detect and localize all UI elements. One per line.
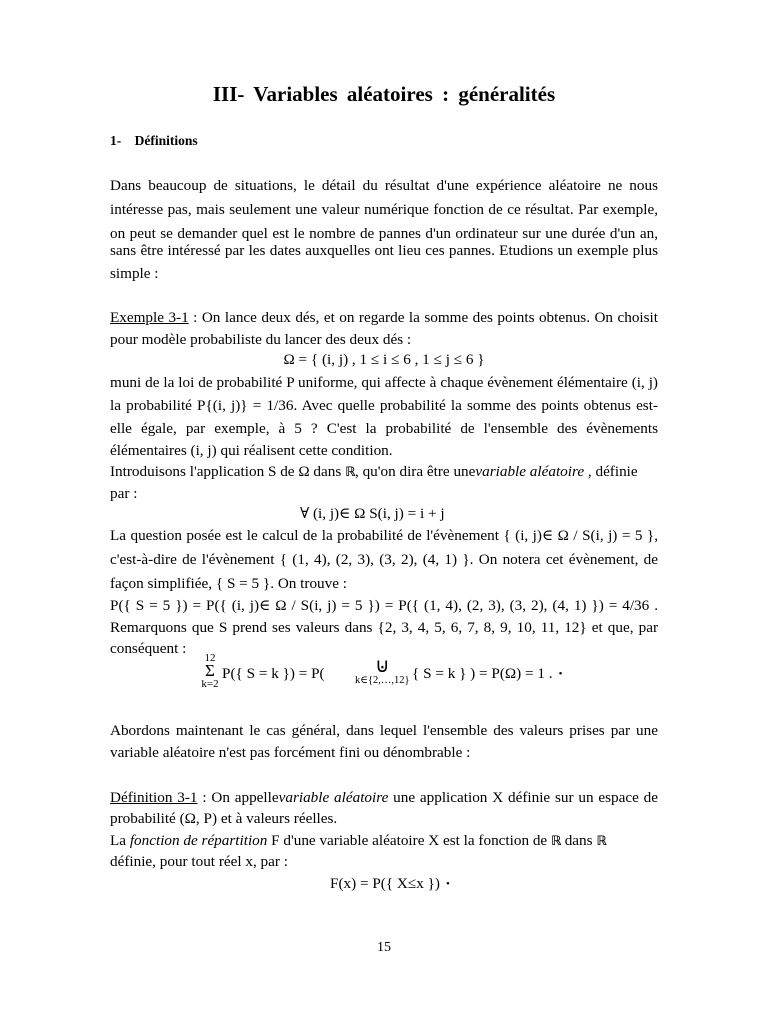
example-text-line-1: muni de la loi de probabilité P uniforme, qui affecte à chaque évènement élémentaire (i, j): [110, 374, 658, 391]
distribution-function-italic: fonction de répartition: [129, 832, 268, 849]
cdf-formula: [330, 873, 530, 895]
definition-line-2: probabilité (Ω, P) et à valeurs réelles.: [110, 810, 338, 827]
example-text-line-4: élémentaires (i, j) qui réalisent cette condition.: [110, 442, 393, 459]
introduce-s-text-a: Introduisons l'application S de Ω dans: [110, 463, 346, 480]
intro-line-2: intéresse pas, mais seulement une valeur numérique fonction de ce résultat. Par exemple,: [110, 201, 658, 218]
section-label: Définitions: [134, 133, 198, 148]
example-line-2: pour modèle probabiliste du lancer des deux dés :: [110, 331, 412, 348]
cdf-formula-text: F(x) = P({ X≤x }): [330, 875, 440, 892]
remark-line-1: Remarquons que S prend ses valeurs dans {2, 3, 4, 5, 6, 7, 8, 9, 10, 11, 12} et que, par: [110, 619, 658, 636]
intro-line-5: simple :: [110, 265, 159, 282]
general-line-2: variable aléatoire n'est pas forcément fini ou dénombrable :: [110, 744, 471, 761]
sum-term: P({ S = k }) = P(: [222, 665, 325, 682]
par-line: par :: [110, 485, 138, 502]
general-line-1: Abordons maintenant le cas général, dans lequel l'ensemble des valeurs prises par une: [110, 722, 658, 739]
example-text-line-3: elle égale, par exemple, à 5 ? C'est la probabilité de l'ensemble des évènements: [110, 420, 658, 437]
definition-line-3-a: La: [110, 832, 130, 849]
question-line-3: façon simplifiée, { S = 5 }. On trouve :: [110, 575, 347, 592]
question-line-2: c'est-à-dire de l'évènement { (1, 4), (2, 3), (3, 2), (4, 1) }. On notera cet évènement, de: [110, 551, 658, 568]
definition-line-3-c: dans: [560, 832, 597, 849]
example-line-1-text: : On lance deux dés, et on regarde la somme des points obtenus. On choisit: [188, 309, 658, 326]
end-bullet-icon-2: •: [445, 878, 450, 890]
question-line-1: La question posée est le calcul de la probabilité de l'évènement { (i, j)∈ Ω / S(i, j) = 5 },: [110, 527, 658, 544]
omega-formula: Ω = { (i, j) , 1 ≤ i ≤ 6 , 1 ≤ j ≤ 6 }: [283, 351, 485, 368]
definition-text-a: : On appelle: [197, 789, 279, 806]
definition-line-3: [110, 830, 658, 853]
definition-italic: variable aléatoire: [278, 789, 389, 806]
probability-line: P({ S = 5 }) = P({ (i, j)∈ Ω / S(i, j) = 5 }) = P({ (1, 4), (2, 3), (3, 2), (4, 1) }) = 4/36 .: [110, 597, 658, 614]
disjoint-union-icon: ⊍: [374, 653, 390, 677]
sum-result-text: { S = k } ) = P(Ω) = 1 .: [412, 665, 553, 682]
introduce-s-line: [110, 461, 658, 484]
definition-line-4: définie, pour tout réel x, par :: [110, 853, 288, 870]
chapter-title: III- Variables aléatoires : généralités: [212, 82, 556, 106]
intro-line-4: sans être intéressé par les dates auxquelles ont lieu ces pannes. Etudions un exemple plus: [110, 242, 658, 259]
definition-label: Définition 3-1: [110, 789, 198, 806]
definition-text-b: une application X définie sur un espace de: [388, 789, 659, 806]
reals-symbol: ℝ: [345, 465, 355, 480]
summation-symbol: [195, 652, 225, 690]
remark-line-2: conséquent :: [110, 640, 187, 657]
introduce-s-text-b: , qu'on dira être une: [354, 463, 476, 480]
sum-upper-bound: 12: [204, 652, 216, 664]
intro-line-3: on peut se demander quel est le nombre de pannes d'un ordinateur sur une durée d'un an,: [110, 225, 658, 242]
example-label: Exemple 3-1: [110, 309, 189, 326]
definition-line-1: [110, 787, 658, 809]
end-bullet-icon: •: [558, 668, 563, 680]
introduce-s-text-c: , définie: [584, 463, 638, 480]
reals-symbol-2: ℝ: [596, 834, 607, 849]
s-definition-formula: ∀ (i, j)∈ Ω S(i, j) = i + j: [300, 505, 445, 522]
definition-line-3-b: F d'une variable aléatoire X est la fonction de: [267, 832, 551, 849]
section-number: 1-: [110, 133, 122, 148]
example-line-1: [110, 307, 658, 329]
intro-line-1: Dans beaucoup de situations, le détail du résultat d'une expérience aléatoire ne nous: [110, 177, 658, 194]
sum-lower-bound: k=2: [201, 678, 219, 690]
introduce-s-italic: variable aléatoire: [475, 463, 585, 480]
example-text-line-2: la probabilité P{(i, j)} = 1/36. Avec quelle probabilité la somme des points obtenus est-: [110, 397, 658, 414]
section-heading: [110, 133, 198, 149]
sigma-glyph: Σ: [205, 661, 215, 680]
reals-symbol-1: ℝ: [550, 834, 561, 849]
union-subscript: k∈{2,…,12}: [355, 675, 410, 686]
sum-result: [412, 663, 562, 685]
disjoint-union: [355, 655, 410, 687]
page-number: 15: [377, 940, 391, 955]
